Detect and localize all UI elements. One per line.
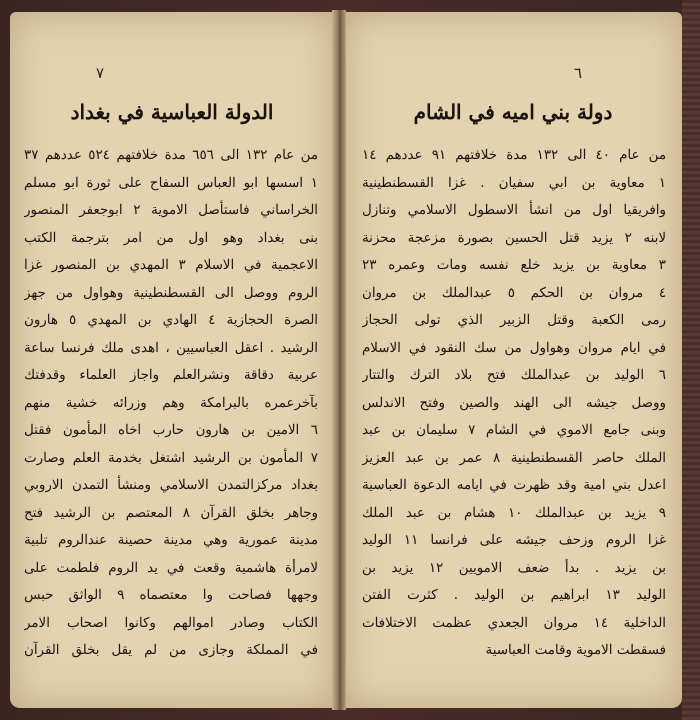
text-line: الصرة الحجازية ٤ الهادي بن المهدي ٥ هارون [24, 313, 318, 328]
text-line: ١ معاوية بن ابي سفيان . غزا القسطنطينية [362, 175, 666, 191]
text-line: فسقطت الاموية وقامت العباسية [485, 643, 666, 658]
text-line: وجهها فصاحت وا معتصماه ٩ الواثق حبس [24, 588, 318, 603]
text-line: بن يزيد . بدأ ضعف الامويين ١٢ يزيد بن [362, 560, 666, 576]
book-spine [332, 10, 346, 710]
text-line: لابنه ٢ يزيد قتل الحسين بصورة مزعجة محزنة [362, 230, 666, 246]
text-line: ٤ مروان بن الحكم ٥ عبدالملك بن مروان [362, 285, 666, 301]
text-line: في ايام مروان وهواول من سك النقود في الاسلام [362, 340, 666, 356]
page-number: ٧ [95, 64, 104, 82]
text-line: بغداد مركزالتمدن الاسلامي ومنشأ التمدن الاروبي [24, 478, 318, 493]
cover-edge [682, 0, 700, 720]
text-line: وبنى جامع الاموي في الشام ٧ سليمان بن عبد [362, 423, 666, 438]
page-text [362, 142, 666, 665]
left-page [10, 12, 334, 708]
text-line: الروم ووصل الى القسطنطينية وهواول من جهز [24, 285, 318, 301]
page-title: الدولة العباسية في بغداد [70, 100, 274, 124]
text-line: رمى الكعبة وقتل الزبير الذي تولى الحجاز [362, 313, 666, 328]
page-number: ٦ [573, 64, 582, 82]
text-line: لامرأة هاشمية وقعت في يد الروم فلطمت على [24, 560, 318, 576]
text-line: الوليد ١٣ ابراهيم بن الوليد . كثرت الفتن [362, 588, 666, 603]
text-line: بنى بغداد وهو اول من امر بترجمة الكتب [24, 230, 318, 246]
page-title: دولة بني اميه في الشام [413, 100, 613, 124]
text-line: ١ اسسها ابو العباس السفاح على ثورة ابو مسلم [24, 175, 318, 191]
page-text [24, 142, 318, 665]
text-line: الاعجمية في الاسلام ٣ المهدي بن المنصور غزا [24, 258, 318, 273]
text-line: عربية دقاقة ونشرالعلم واجاز العلماء وقدفتك [24, 368, 318, 383]
text-line: ٧ المأمون بن الرشيد اشتغل بخدمة العلم وصارت [24, 450, 318, 466]
text-line: بآخرعمره بالبرامكة وهم وزرائه خشية منهم [24, 395, 318, 411]
text-line: في المملكة وجازى من لم يقل بخلق القرآن [24, 643, 318, 658]
text-line: الكتاب وصادر اموالهم وكانوا اصحاب الامر [24, 615, 318, 631]
text-line: غزا الروم وزحف جيشه على فرانسا ١١ الوليد [362, 533, 666, 548]
text-line: من عام ١٣٢ الى ٦٥٦ مدة خلافتهم ٥٢٤ عددهم ٣٧ [24, 148, 318, 163]
text-line: اعدل بني امية وقد ظهرت في ايامه الدعوة العباسية [362, 478, 666, 493]
text-line: ٦ الوليد بن عبدالملك فتح بلاد الترك والتتار [362, 368, 666, 383]
text-line: وافريقيا اول من انشأ الاسطول الاسلامي وتنازل [362, 203, 666, 218]
text-line: الداخلية ١٤ مروان الجعدي عظمت الاختلافات [362, 615, 666, 631]
text-line: وجاهر بخلق القرآن ٨ المعتصم بن الرشيد فتح [24, 505, 318, 521]
text-line: ٦ الامين بن هارون حارب اخاه المأمون فقتل [24, 423, 318, 438]
text-line: ووصل جيشه الى الهند والصين وفتح الاندلس [362, 395, 666, 411]
text-line: الملك حاصر القسطنطينية ٨ عمر بن عبد العزيز [362, 450, 666, 466]
text-line: ٣ معاوية بن يزيد خلع نفسه ومات وعمره ٢٣ [362, 258, 666, 273]
text-line: الرشيد . اعقل العباسيين ، اهدى ملك فرنسا ساعة [24, 340, 318, 356]
right-page [344, 12, 682, 708]
text-line: مدينة عمورية وهي مدينة حصينة عندالروم تلبية [24, 533, 318, 548]
text-line: ٩ يزيد بن عبدالملك ١٠ هشام بن عبد الملك [362, 505, 666, 521]
text-line: الخراساني فاستأصل الاموية ٢ ابوجعفر المنصور [24, 203, 318, 218]
text-line: من عام ٤٠ الى ١٣٢ مدة خلافتهم ٩١ عددهم ١٤ [362, 148, 666, 163]
